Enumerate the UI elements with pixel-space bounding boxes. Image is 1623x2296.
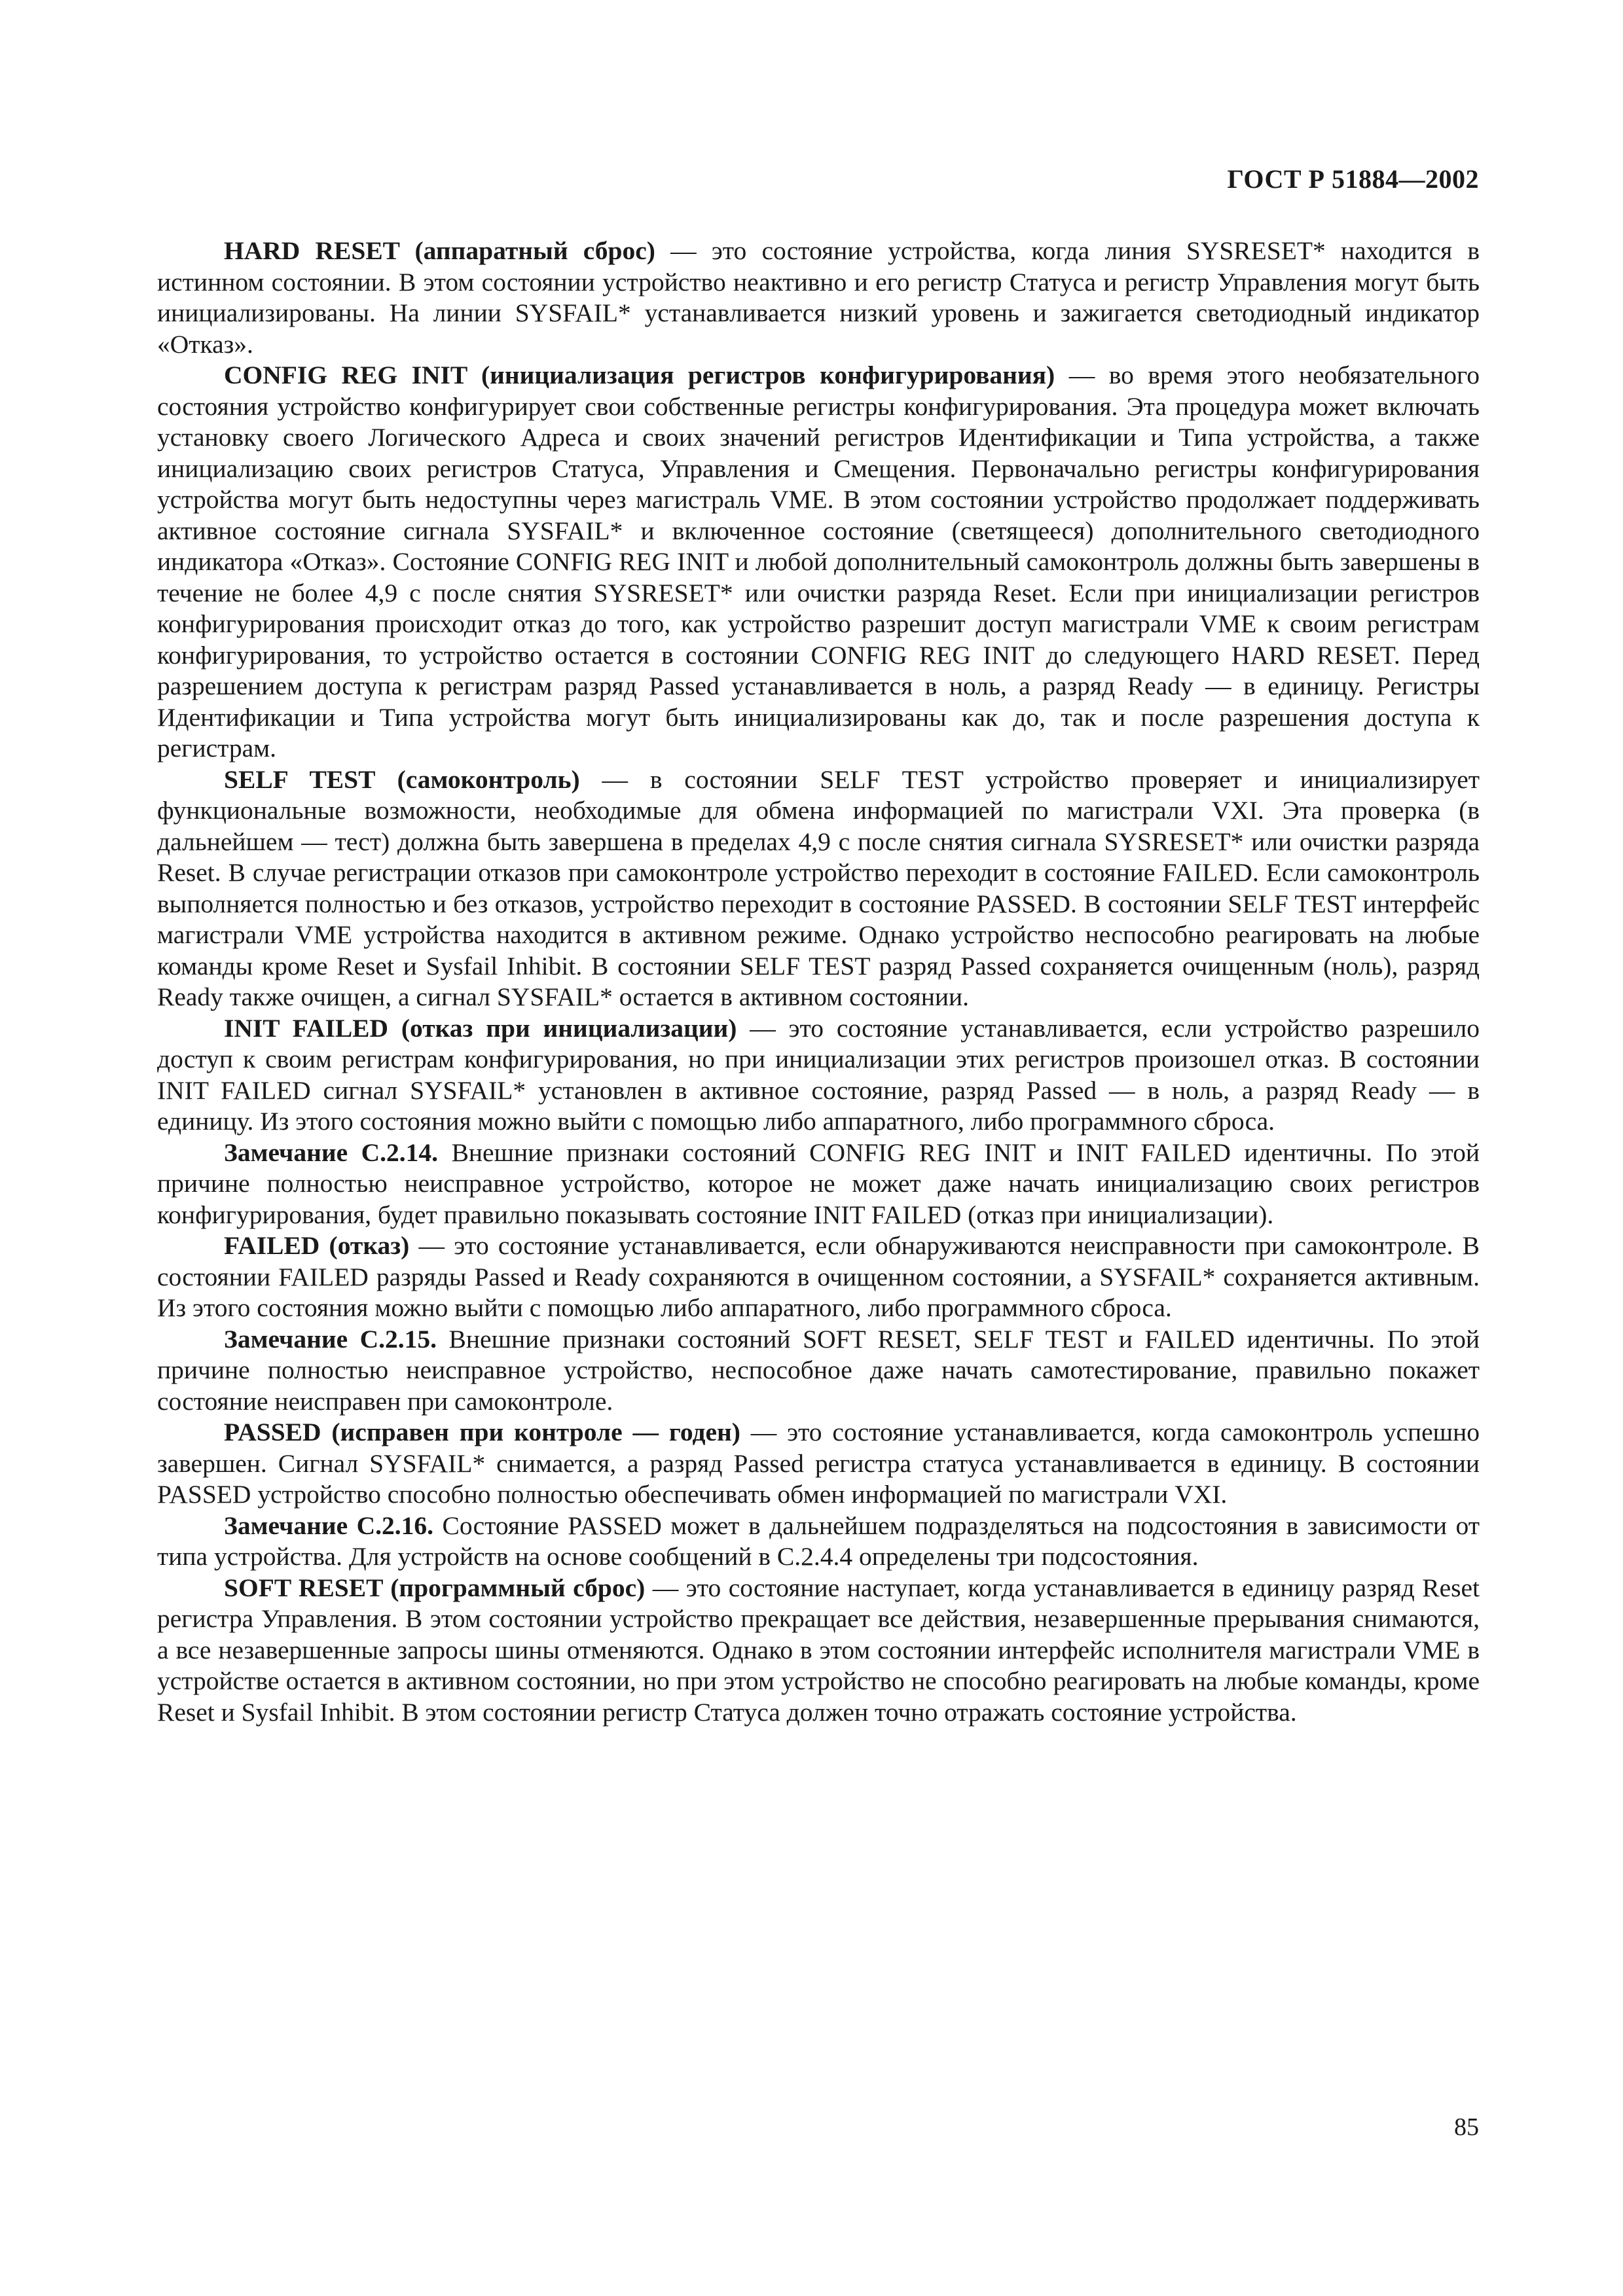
definition-config-reg-init: — во время этого необязательного состояния устройство конфигурирует свои собственные регистры конфигурирования. Эта процедура может включать установку своего Логического Адреса и своих значений регистров Идентификации и Типа устройства, а также инициализацию своих регистров Статуса, Управления и Смещения. Первоначально регистры конфигурирования устройства могут быть недоступны через магистраль VME. В этом состоянии устройство продолжает поддерживать активное состояние сигнала SYSFAIL* и включенное состояние (светящееся) дополнительного светодиодного индикатора «Отказ». Состояние CONFIG REG INIT и любой дополнительный самоконтроль должны быть завершены в течение не более 4,9 с после снятия SYSRESET* или очистки разряда Reset. Если при инициализации регистров конфигурирования происходит отказ до того, как устройство разрешит доступ магистрали VME к своим регистрам конфигурирования, то устройство остается в состоянии CONFIG REG INIT до следующего HARD RESET. Перед разрешением доступа к регистрам разряд Passed устанавливается в ноль, а разряд Ready — в единицу. Регистры Идентификации и Типа устройства могут быть инициализированы как до, так и после разрешения доступа к регистрам. (157, 361, 1480, 762)
paragraph-hard-reset (157, 236, 1480, 360)
paragraph-passed (157, 1417, 1480, 1511)
body-text (157, 236, 1480, 1728)
definition-init-failed: — это состояние устанавливается, если устройство разрешило доступ к своим регистрам конфигурирования, но при инициализации этих регистров произошел отказ. В состоянии INIT FAILED сигнал SYSFAIL* установлен в активное состояние, разряд Passed — в ноль, а разряд Ready — в единицу. Из этого состояния можно выйти с помощью либо аппаратного, либо программного сброса. (157, 1013, 1480, 1136)
definition-hard-reset: — это состояние устройства, когда линия SYSRESET* находится в истинном состоянии. В этом состоянии устройство неактивно и его регистр Статуса и регистр Управления могут быть инициализированы. На линии SYSFAIL* устанавливается низкий уровень и зажигается светодиодный индикатор «Отказ». (157, 236, 1480, 359)
paragraph-init-failed (157, 1013, 1480, 1138)
term-self-test: SELF TEST (самоконтроль) (224, 764, 580, 794)
note-label-c-2-14: Замечание С.2.14. (224, 1138, 439, 1167)
paragraph-soft-reset (157, 1573, 1480, 1729)
definition-failed: — это состояние устанавливается, если обнаруживаются неисправности при самоконтроле. В состоянии FAILED разряды Passed и Ready сохраняются в очищенном состоянии, а SYSFAIL* сохраняется активным. Из этого состояния можно выйти с помощью либо аппаратного, либо программного сброса. (157, 1231, 1480, 1322)
paragraph-failed (157, 1230, 1480, 1324)
note-text-c-2-15: Внешние признаки состояний SOFT RESET, SELF TEST и FAILED идентичны. По этой причине полностью неисправное устройство, неспособное даже начать самотестирование, правильно покажет состояние неисправен при самоконтроле. (157, 1324, 1480, 1416)
term-init-failed: INIT FAILED (отказ при инициализации) (224, 1013, 737, 1043)
paragraph-note-c-2-14 (157, 1138, 1480, 1231)
term-config-reg-init: CONFIG REG INIT (инициализация регистров конфигурирования) (224, 361, 1055, 389)
paragraph-note-c-2-15 (157, 1324, 1480, 1418)
note-text-c-2-16: Состояние PASSED может в дальнейшем подразделяться на подсостояния в зависимости от типа устройства. Для устройств на основе сообщений в С.2.4.4 определены три подсостояния. (157, 1511, 1480, 1571)
paragraph-note-c-2-16 (157, 1511, 1480, 1573)
term-failed: FAILED (отказ) (224, 1231, 410, 1260)
paragraph-config-reg-init (157, 360, 1480, 764)
definition-soft-reset: — это состояние наступает, когда устанавливается в единицу разряд Reset регистра Управления. В этом состоянии устройство прекращает все действия, незавершенные прерывания снимаются, а все незавершенные запросы шины отменяются. Однако в этом состоянии интерфейс исполнителя магистрали VME в устройстве остается в активном состоянии, но при этом устройство не способно реагировать на любые команды, кроме Reset и Sysfail Inhibit. В этом состоянии регистр Статуса должен точно отражать состояние устройства. (157, 1573, 1480, 1727)
note-label-c-2-16: Замечание С.2.16. (224, 1511, 434, 1540)
term-passed: PASSED (исправен при контроле — годен) (224, 1418, 740, 1446)
note-label-c-2-15: Замечание С.2.15. (224, 1324, 437, 1354)
paragraph-self-test (157, 764, 1480, 1013)
definition-passed: — это состояние устанавливается, когда самоконтроль успешно завершен. Сигнал SYSFAIL* снимается, а разряд Passed регистра статуса устанавливается в единицу. В состоянии PASSED устройство способно полностью обеспечивать обмен информацией по магистрали VXI. (157, 1418, 1480, 1509)
standard-header: ГОСТ Р 51884—2002 (1227, 164, 1479, 194)
term-soft-reset: SOFT RESET (программный сброс) (224, 1573, 646, 1602)
term-hard-reset: HARD RESET (аппаратный сброс) (224, 236, 655, 265)
note-text-c-2-14: Внешние признаки состояний CONFIG REG INIT и INIT FAILED идентичны. По этой причине полностью неисправное устройство, которое не может даже начать инициализацию своих регистров конфигурирования, будет правильно показывать состояние INIT FAILED (отказ при инициализации). (157, 1138, 1480, 1229)
definition-self-test: — в состоянии SELF TEST устройство проверяет и инициализирует функциональные возможности, необходимые для обмена информацией по магистрали VXI. Эта проверка (в дальнейшем — тест) должна быть завершена в пределах 4,9 с после снятия сигнала SYSRESET* или очистки разряда Reset. В случае регистрации отказов при самоконтроле устройство переходит в состояние FAILED. Если самоконтроль выполняется полностью и без отказов, устройство переходит в состояние PASSED. В состоянии SELF TEST интерфейс магистрали VME устройства находится в активном режиме. Однако устройство неспособно реагировать на любые команды кроме Reset и Sysfail Inhibit. В состоянии SELF TEST разряд Passed сохраняется очищенным (ноль), разряд Ready также очищен, а сигнал SYSFAIL* остается в активном состоянии. (157, 764, 1480, 1011)
page-number: 85 (1454, 2113, 1479, 2141)
